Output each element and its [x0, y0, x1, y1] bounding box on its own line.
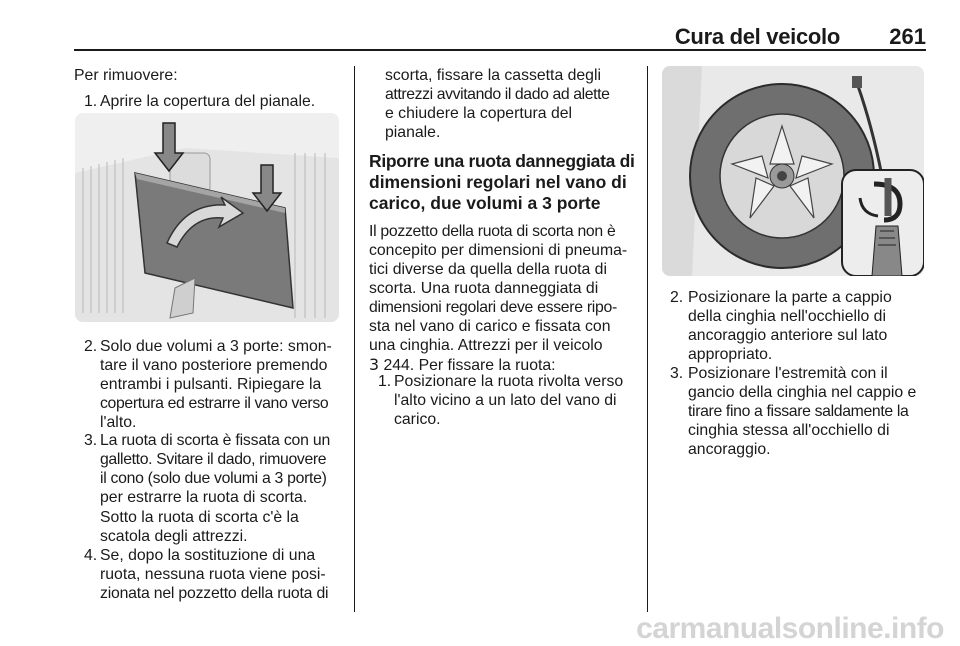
step-number: 3. — [670, 365, 684, 382]
body-line: Il pozzetto della ruota di scorta non è — [369, 223, 616, 240]
body-line: concepito per dimensioni di pneuma- — [369, 242, 628, 259]
page-ref-arrow-icon: 3 — [369, 355, 380, 374]
step-line: il cono (solo due volumi a 3 porte) — [100, 470, 327, 487]
watermark: carmanualsonline.info — [636, 612, 944, 645]
note-line: scatola degli attrezzi. — [100, 528, 248, 545]
step-line: gancio della cinghia nel cappio e — [688, 384, 917, 401]
step-number: 3. — [84, 432, 98, 449]
page-number: 261 — [889, 24, 926, 49]
step-number: 2. — [84, 338, 98, 355]
step-line: La ruota di scorta è fissata con un — [100, 432, 331, 449]
step-line: galletto. Svitare il dado, rimuovere — [100, 451, 327, 468]
body-line: scorta. Una ruota danneggiata di — [369, 280, 599, 297]
note-line: Sotto la ruota di scorta c'è la — [100, 509, 299, 526]
step-line: ancoraggio anteriore sul lato — [688, 327, 888, 344]
step-line: zionata nel pozzetto della ruota di — [100, 585, 329, 602]
step-line: attrezzi avvitando il dado ad alette — [385, 86, 610, 103]
step-4-continued — [385, 66, 641, 142]
section-body — [369, 222, 641, 375]
column-divider-2 — [647, 66, 648, 612]
step-line: entrambi i pulsanti. Ripiegare la — [100, 376, 322, 393]
step-line: cinghia stessa all'occhiello di — [688, 422, 890, 439]
step-line: Posizionare la ruota rivolta verso — [394, 373, 624, 390]
column-1 — [74, 66, 342, 85]
step-line: Aprire la copertura del pianale. — [100, 93, 316, 110]
step-line: della cinghia nell'occhiello di — [688, 308, 886, 325]
step-line: per estrarre la ruota di scorta. — [100, 489, 308, 506]
floor-cover-illustration — [75, 113, 339, 322]
body-line: una cinghia. Attrezzi per il veicolo — [369, 337, 603, 354]
column-divider-1 — [354, 66, 355, 612]
step-line: appropriato. — [688, 346, 773, 363]
heading-line: dimensioni regolari nel vano di — [369, 172, 627, 192]
chapter-title: Cura del veicolo — [674, 24, 840, 49]
body-line: tici diverse da quella della ruota di — [369, 261, 607, 278]
spare-wheel-strap-illustration — [662, 66, 924, 276]
heading-line: Riporre una ruota danneggiata di — [369, 151, 635, 171]
step-line: l'alto vicino a un lato del vano di — [394, 392, 617, 409]
step-line: Solo due volumi a 3 porte: smon- — [100, 338, 332, 355]
step-line: tare il vano posteriore premendo — [100, 357, 328, 374]
heading-line: carico, due volumi a 3 porte — [369, 193, 601, 213]
step-line: tirare fino a fissare saldamente la — [688, 403, 909, 420]
step-number: 1. — [378, 373, 392, 390]
step-line: Posizionare l'estremità con il — [688, 365, 888, 382]
step-line: scorta, fissare la cassetta degli — [385, 67, 601, 84]
step-line: carico. — [394, 411, 441, 428]
step-line: l'alto. — [100, 414, 137, 431]
body-line: sta nel vano di carico e fissata con — [369, 318, 611, 335]
step-line: e chiudere la copertura del — [385, 105, 573, 122]
body-line: dimensioni regolari deve essere ripo- — [369, 299, 617, 316]
intro-text: Per rimuovere: — [74, 67, 178, 84]
step-line: copertura ed estrarre il vano verso — [100, 395, 329, 412]
step-line: Posizionare la parte a cappio — [688, 289, 892, 306]
step-line: ancoraggio. — [688, 441, 771, 458]
step-3-note — [100, 508, 346, 546]
section-heading — [369, 151, 641, 214]
step-line: Se, dopo la sostituzione di una — [100, 547, 316, 564]
floor-cover-drawing — [75, 113, 339, 322]
page-ref-text: 244. Per fissare la ruota: — [383, 357, 556, 374]
step-number: 4. — [84, 547, 98, 564]
header-rule — [74, 49, 926, 51]
step-line: ruota, nessuna ruota viene posi- — [100, 566, 326, 583]
step-number: 2. — [670, 289, 684, 306]
spare-wheel-drawing — [662, 66, 924, 276]
step-number: 1. — [84, 93, 98, 110]
step-line: pianale. — [385, 124, 441, 141]
